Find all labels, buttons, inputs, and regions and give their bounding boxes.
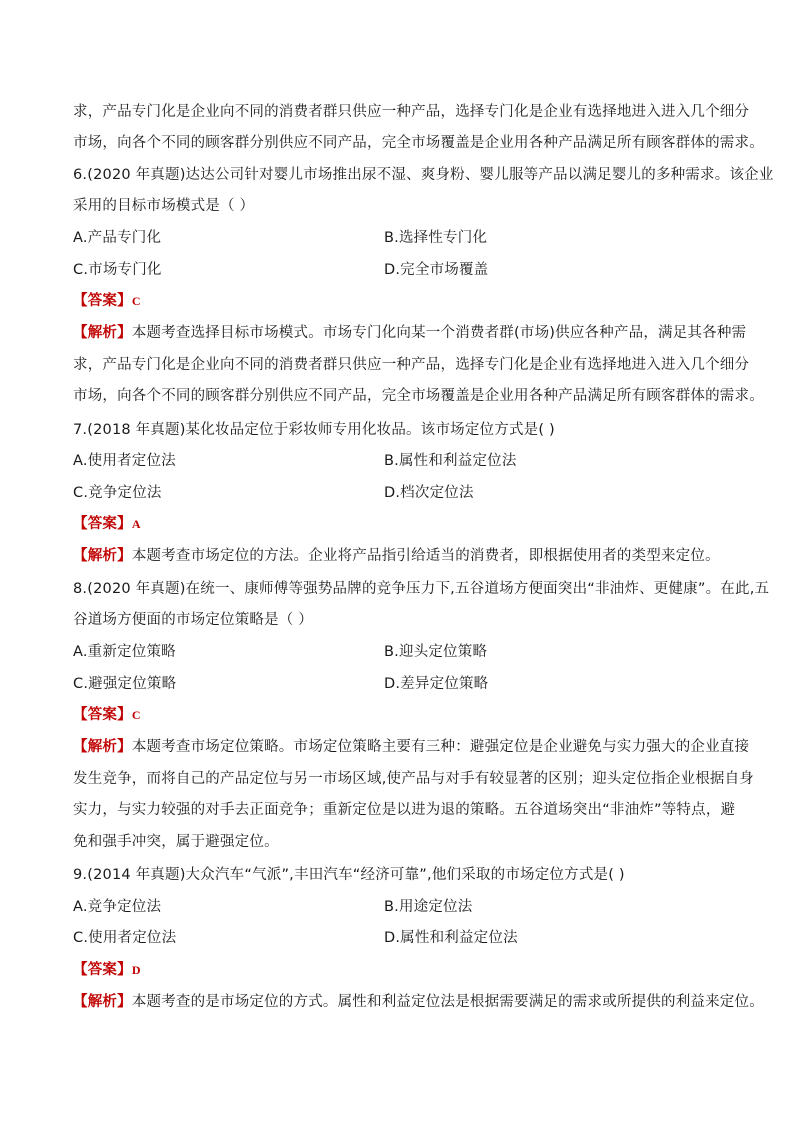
- option-b: B.属性和利益定位法: [384, 453, 517, 469]
- question-stem: 9.(2014 年真题)大众汽车“气派”,丰田汽车“经济可靠”,他们采取的市场定位方式是( ): [73, 867, 625, 883]
- option-b: B.选择性专门化: [384, 230, 488, 246]
- option-d: D.属性和利益定位法: [384, 930, 518, 946]
- question-stem: 6.(2020 年真题)达达公司针对婴儿市场推出尿不湿、爽身粉、婴儿服等产品以满足婴儿的多种需求。该企业: [73, 167, 774, 183]
- answer-tag: 【答案】: [73, 293, 132, 309]
- analysis-text: 本题考查的是市场定位的方式。属性和利益定位法是根据需要满足的需求或所提供的利益来定位。: [131, 994, 764, 1010]
- answer-tag: 【答案】: [73, 962, 132, 978]
- option-c: C.竞争定位法: [73, 485, 162, 501]
- answer-line: [73, 960, 141, 980]
- text-line: 市场，向各个不同的顾客群分别供应不同产品，完全市场覆盖是企业用各种产品满足所有顾客群体的需求。: [73, 135, 764, 151]
- option-a: A.使用者定位法: [73, 453, 176, 469]
- analysis-text: 求，产品专门化是企业向不同的消费者群只供应一种产品，选择专门化是企业有选择地进入进入几个细分: [73, 357, 750, 373]
- answer-value: D: [131, 963, 141, 977]
- analysis-line: [73, 992, 764, 1012]
- option-c: C.使用者定位法: [73, 930, 177, 946]
- answer-line: [73, 291, 141, 311]
- analysis-text: 本题考查选择目标市场模式。市场专门化向某一个消费者群(市场)供应各种产品，满足其各种需: [131, 325, 747, 341]
- answer-line: [73, 514, 141, 534]
- question-stem: 谷道场方便面的市场定位策略是（ ）: [73, 612, 314, 628]
- analysis-text: 本题考查市场定位的方法。企业将产品指引给适当的消费者，即根据使用者的类型来定位。: [131, 548, 720, 564]
- option-b: B.用途定位法: [384, 899, 473, 915]
- answer-line: [73, 705, 141, 725]
- analysis-text: 本题考查市场定位策略。市场定位策略主要有三种：避强定位是企业避免与实力强大的企业直接: [131, 739, 750, 755]
- analysis-tag: 【解析】: [73, 325, 132, 341]
- option-c: C.避强定位策略: [73, 676, 177, 692]
- analysis-text: 市场，向各个不同的顾客群分别供应不同产品，完全市场覆盖是企业用各种产品满足所有顾客群体的需求。: [73, 388, 764, 404]
- analysis-tag: 【解析】: [73, 739, 132, 755]
- question-stem: 采用的目标市场模式是（ ）: [73, 198, 255, 214]
- analysis-tag: 【解析】: [73, 548, 132, 564]
- analysis-line: [73, 546, 720, 566]
- option-a: A.重新定位策略: [73, 644, 176, 660]
- text-line: 求，产品专门化是企业向不同的消费者群只供应一种产品，选择专门化是企业有选择地进入进入几个细分: [73, 104, 750, 120]
- answer-tag: 【答案】: [73, 516, 132, 532]
- option-c: C.市场专门化: [73, 262, 162, 278]
- option-d: D.完全市场覆盖: [384, 262, 489, 278]
- option-d: D.档次定位法: [384, 485, 474, 501]
- option-a: A.竞争定位法: [73, 899, 162, 915]
- option-a: A.产品专门化: [73, 230, 162, 246]
- analysis-line: [73, 323, 746, 343]
- option-b: B.迎头定位策略: [384, 644, 488, 660]
- analysis-tag: 【解析】: [73, 994, 132, 1010]
- analysis-line: [73, 737, 749, 757]
- question-stem: 7.(2018 年真题)某化妆品定位于彩妆师专用化妆品。该市场定位方式是( ): [73, 422, 555, 438]
- analysis-text: 发生竞争，而将自己的产品定位与另一市场区域,使产品与对手有较显著的区别；迎头定位指企业根据自身: [73, 771, 755, 787]
- question-stem: 8.(2020 年真题)在统一、康师傅等强势品牌的竞争压力下,五谷道场方便面突出“非油炸、更健康”。在此,五: [73, 581, 770, 597]
- analysis-text: 免和强手冲突，属于避强定位。: [73, 834, 279, 850]
- answer-value: A: [131, 517, 141, 531]
- answer-tag: 【答案】: [73, 707, 132, 723]
- option-d: D.差异定位策略: [384, 676, 489, 692]
- analysis-text: 实力，与实力较强的对手去正面竞争；重新定位是以进为退的策略。五谷道场突出“非油炸”等特点，避: [73, 802, 736, 818]
- answer-value: C: [131, 294, 141, 308]
- answer-value: C: [131, 708, 141, 722]
